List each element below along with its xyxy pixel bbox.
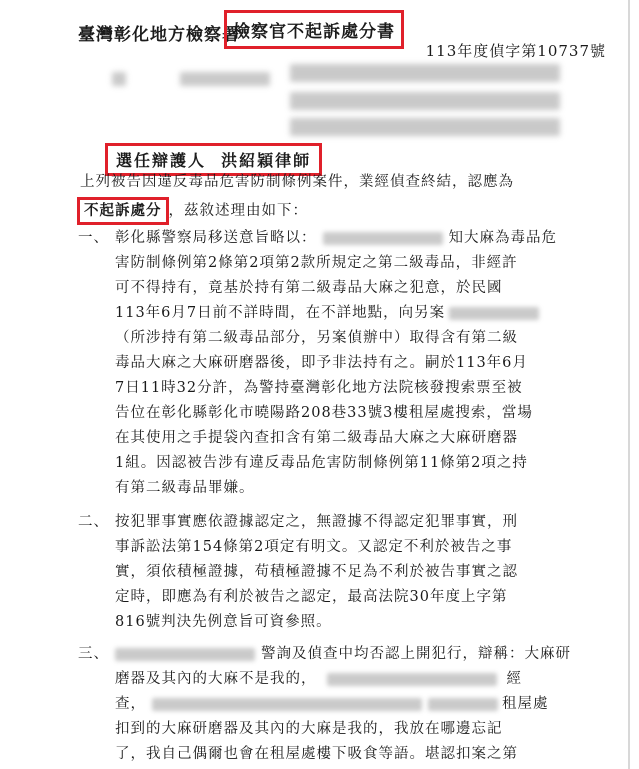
defender-role: 選任辯護人 [116,151,207,170]
section-line: 事訴訟法第154條第2項定有明文。又認定不利於被告之事 [115,539,513,555]
section-line: 扣到的大麻研磨器及其內的大麻是我的，我放在哪邊忘記 [115,721,503,737]
section-line: 有第二級毒品罪嫌。 [115,480,255,496]
redacted-defendant-info-3 [290,118,560,136]
section-line: （所涉持有第二級毒品部分，另案偵辦中）取得含有第二級 [115,330,518,346]
decision-highlight: 不起訴處分 [77,197,169,225]
agency-name: 臺灣彰化地方檢察署 [78,25,240,45]
section-line: 按犯罪事實應依證據認定之，無證據不得認定犯罪事實，刑 [115,514,518,530]
intro-line-2-rest: ，茲敘述理由如下： [168,203,308,219]
section-line: 定時，即應為有利於被告之認定，最高法院30年度上字第 [115,589,508,605]
section-line: 在其使用之手提袋內查扣含有第二級毒品大麻之大麻研磨器 [115,430,518,446]
redacted-text [428,698,498,711]
section-line: 彰化縣警察局移送意旨略以： 知大麻為毒品危 [115,230,557,246]
section-line: 害防制條例第2條第2項第2款所規定之第二級毒品，非經許 [115,255,518,271]
document-type-highlight [224,10,404,49]
defender-name: 洪紹穎律師 [221,151,312,170]
section-line: 查， 租屋處 [115,696,549,712]
section-line: 113年6月7日前不詳時間，在不詳地點，向另案 [115,301,539,322]
section-number: 一、 [78,230,109,246]
redacted-defendant-info-2 [290,92,560,110]
redacted-name [115,648,255,661]
intro-line-2 [77,197,308,225]
section-line: 告位在彰化縣彰化市曉陽路208巷33號3樓租屋處搜索，當場 [115,405,533,421]
section-line: 毒品大麻之大麻研磨器後，即予非法持有之。嗣於113年6月 [115,355,528,371]
redacted-defendant-info-1 [290,64,560,82]
section-lead: 彰化縣警察局移送意旨略以： [115,230,317,246]
document-type: 檢察官不起訴處分書 [233,22,395,42]
case-number: 113年度偵字第10737號 [425,42,606,60]
section-number: 二、 [78,514,109,530]
section-line: 警詢及偵查中均否認上開犯行，辯稱：大麻研 [115,642,571,663]
redacted-text [327,673,497,686]
redacted-name [323,232,443,245]
redacted-name [449,307,539,320]
intro-line: 上列被告因違反毒品危害防制條例案件，業經偵查終結，認應為 [80,174,514,190]
redacted-text [152,698,422,711]
section-line: 7日11時32分許，為警持臺灣彰化地方法院核發搜索票至被 [115,380,523,396]
section-line: 816號判決先例意旨可資參照。 [115,614,332,630]
section-line: 實，須依積極證據，苟積極證據不足為不利於被告事實之認 [115,564,518,580]
section-line: 1組。因認被告涉有違反毒品危害防制條例第11條第2項之持 [115,455,528,471]
section-line: 磨器及其內的大麻不是我的， 經 [115,671,522,687]
redacted-defendant-name [180,72,270,86]
section-number: 三、 [78,646,109,662]
redacted-defendant-label [112,72,126,86]
section-line: 了，我自己偶爾也會在租屋處樓下吸食等語。堪認扣案之第 [115,746,518,762]
section-line: 可不得持有，竟基於持有第二級毒品大麻之犯意，於民國 [115,280,503,296]
